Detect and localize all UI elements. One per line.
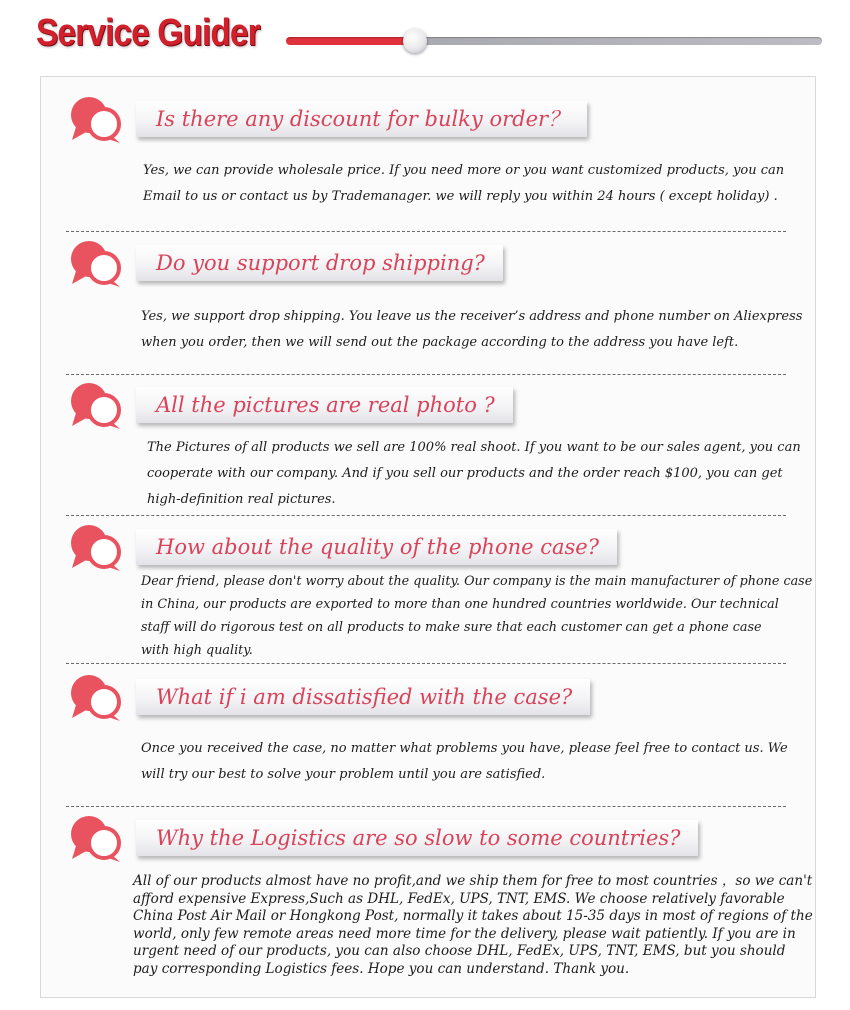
faq-answer-6 — [133, 873, 813, 978]
speech-bubbles-icon — [68, 813, 126, 865]
faq-answer-1 — [143, 158, 784, 210]
speech-bubbles-icon — [68, 522, 126, 574]
faq-question-2: Do you support drop shipping? — [136, 245, 503, 281]
speech-bubbles-icon — [68, 94, 126, 146]
answer-line: with high quality. — [141, 643, 253, 658]
faq-answer-4 — [141, 570, 812, 662]
faq-question-6: Why the Logistics are so slow to some countries? — [136, 820, 698, 856]
answer-line: cooperate with our company. And if you sell our products and the order reach $100, you can get — [147, 466, 783, 481]
answer-line: Yes, we can provide wholesale price. If you need more or you want customized products, you can — [143, 163, 785, 178]
answer-line: China Post Air Mail or Hongkong Post, normally it takes about 15-35 days in most of regions of the — [133, 908, 813, 924]
speech-bubbles-icon — [68, 380, 126, 432]
answer-line: The Pictures of all products we sell are 100% real shoot. If you want to be our sales agent, you can — [147, 440, 801, 455]
header — [0, 0, 850, 72]
faq-question-4: How about the quality of the phone case? — [136, 529, 617, 565]
faq-question-5: What if i am dissatisfied with the case? — [136, 679, 590, 715]
faq-answer-3 — [147, 435, 801, 513]
answer-line: pay corresponding Logistics fees. Hope you can understand. Thank you. — [133, 960, 630, 977]
section-divider — [66, 374, 786, 375]
faq-question-1: Is there any discount for bulky order？ — [136, 101, 587, 137]
answer-line: urgent need of our products, you can also choose DHL, FedEx, UPS, TNT, EMS, but you should — [133, 943, 786, 959]
speech-bubbles-icon — [68, 238, 126, 290]
answer-line: Email to us or contact us by Trademanager. we will reply you within 24 hours ( except holiday) . — [143, 189, 778, 204]
answer-line: Once you received the case, no matter what problems you have, please feel free to contact us. We — [141, 741, 788, 756]
faq-answer-5 — [141, 736, 788, 788]
page-title: Service Guider — [36, 12, 260, 54]
decorative-slider-track — [286, 37, 822, 45]
section-divider — [66, 663, 786, 664]
answer-line: Yes, we support drop shipping. You leave us the receiver’s address and phone number on Aliexpress — [141, 309, 803, 324]
answer-line: world, only few remote areas need more time for the delivery, please wait patiently. If you are in — [133, 925, 796, 942]
speech-bubbles-icon — [68, 672, 126, 724]
section-divider — [66, 806, 786, 807]
answer-line: when you order, then we will send out the package according to the address you have left. — [141, 335, 739, 350]
section-divider — [66, 231, 786, 232]
answer-line: will try our best to solve your problem until you are satisfied. — [141, 767, 546, 782]
answer-line: afford expensive Express,Such as DHL, FedEx, UPS, TNT, EMS. We choose relatively favorable — [133, 890, 785, 907]
answer-line: high-definition real pictures. — [147, 492, 336, 507]
answer-line: staff will do rigorous test on all products to make sure that each customer can get a phone case — [141, 620, 762, 635]
faq-answer-2 — [141, 304, 802, 356]
decorative-slider-knob — [403, 29, 427, 53]
answer-line: All of our products almost have no profit,and we ship them for free to most countries ，so we can't — [133, 873, 813, 889]
answer-line: Dear friend, please don't worry about the quality. Our company is the main manufacturer of phone case — [141, 574, 813, 589]
section-divider — [66, 515, 786, 516]
faq-question-3: All the pictures are real photo ? — [136, 387, 513, 423]
answer-line: in China, our products are exported to more than one hundred countries worldwide. Our technical — [141, 597, 779, 612]
